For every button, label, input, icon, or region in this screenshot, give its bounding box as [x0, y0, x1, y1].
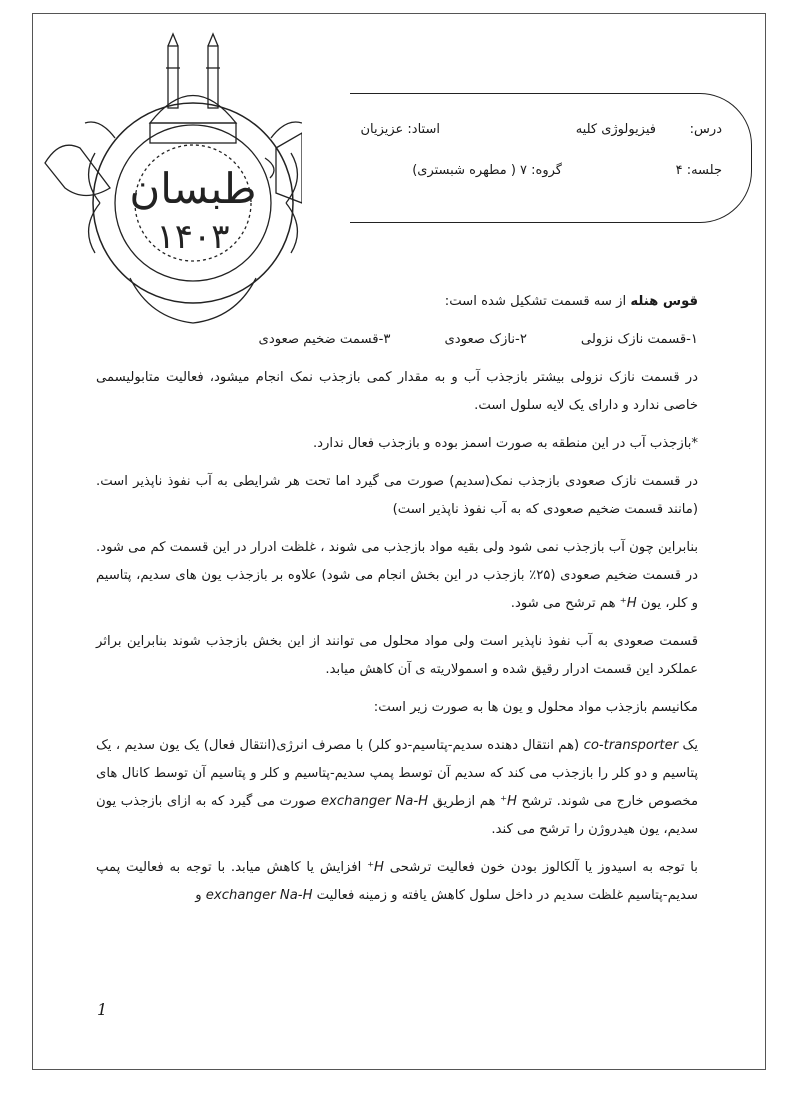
ion-symbol: H⁺: [500, 794, 517, 809]
list-item: ۳-قسمت ضخیم صعودی: [258, 332, 391, 347]
course-value: فیزیولوژی کلیه: [575, 122, 656, 137]
paragraph-thin-descending: در قسمت نازک نزولی بیشتر بازجذب آب و به مقدار کمی بازجذب نمک انجام میشود، فعالیت متابولیسمی خاصی ندارد و دارای یک لایه سلول است.: [96, 370, 698, 413]
paragraph-osmosis-note: *بازجذب آب در این منطقه به صورت اسمز بوده و بازجذب فعال ندارد.: [312, 436, 698, 451]
tabesan-logo: [40, 28, 302, 330]
intro-rest: از سه قسمت تشکیل شده است:: [444, 294, 631, 309]
logo-word: طبسان: [129, 164, 257, 213]
paragraph-thick-ascending: [96, 534, 698, 618]
ion-symbol: H⁺: [367, 860, 384, 875]
list-item: ۲-نازک صعودی: [444, 332, 527, 347]
paragraph-text: با توجه به اسیدوز یا آلکالوز بودن خون فعالیت ترشحی: [383, 860, 698, 875]
intro-bold: قوس هنله: [630, 294, 698, 309]
logo-year: ۱۴۰۳: [156, 217, 230, 257]
ion-symbol: H⁺: [619, 596, 637, 611]
paragraph-acidosis: [96, 854, 698, 910]
paragraph-text: یک: [678, 738, 698, 753]
paragraph-mechanism-intro: مکانیسم بازجذب مواد محلول و یون ها به صورت زیر است:: [373, 700, 698, 715]
paragraph-cotransporter: [96, 732, 698, 844]
document-body: [96, 288, 698, 920]
intro-line: [96, 288, 698, 316]
header-info-box: [350, 93, 752, 223]
segment-list: [96, 326, 698, 354]
paragraph-text: (هم انتقال دهنده سدیم-پتاسیم-دو کلر) با مصرف انرژی(انتقال فعال) یک یون سدیم ، یک پتاسیم و دو کلر را بازجذب می کند که سدیم آن توسط پمپ سدیم-پتاسیم و کلر و پتاسیم آن توسط کانال های مخصوص خارج می شوند. ترشح: [96, 738, 699, 809]
session-number: جلسه: ۴: [675, 163, 722, 178]
paragraph-text: و: [195, 888, 206, 903]
term-cotransporter: co-transporter: [583, 738, 679, 753]
list-item: ۱-قسمت نازک نزولی: [580, 332, 698, 347]
group-info: گروه: ۷ ( مطهره شبستری): [412, 163, 562, 178]
term-exchanger: exchanger Na-H: [205, 888, 313, 903]
paragraph-thin-ascending: در قسمت نازک صعودی بازجذب نمک(سدیم) صورت می گیرد اما تحت هر شرایطی به آب نفوذ ناپذیر است.(مانند قسمت ضخیم صعودی که به آب نفوذ ناپذیر است): [96, 474, 698, 517]
paragraph-text: هم ترشح می شود.: [510, 596, 620, 611]
page-number: 1: [97, 1000, 108, 1019]
teacher-name: استاد: عزیزیان: [360, 122, 440, 137]
paragraph-text: هم ازطریق: [428, 794, 501, 809]
paragraph-text: بنابراین چون آب بازجذب نمی شود ولی بقیه مواد بازجذب می شوند ، غلظت ادرار در این قسمت کم می شود. در قسمت ضخیم صعودی (۲۵٪ بازجذب در این بخش انجام می شود) علاوه بر بازجذب یون های سدیم، پتاسیم و کلر، یون: [96, 540, 698, 611]
paragraph-text: افزایش یا کاهش میابد. با توجه به فعالیت پمپ سدیم-پتاسیم غلظت سدیم در داخل سلول کاهش یافته و زمینه فعالیت: [96, 860, 698, 903]
paragraph-dilution: قسمت صعودی به آب نفوذ ناپذیر است ولی مواد محلول می توانند از این بخش بازجذب شوند بنابراین براثر عملکرد این قسمت ادرار رقیق شده و اسمولاریته ی آن کاهش میابد.: [96, 634, 698, 677]
paragraph-text: صورت می گیرد که به ازای بازجذب یون سدیم، یون هیدروژن را ترشح می کند.: [96, 794, 698, 837]
term-exchanger: exchanger Na-H: [320, 794, 429, 809]
course-label: درس:: [689, 122, 722, 137]
